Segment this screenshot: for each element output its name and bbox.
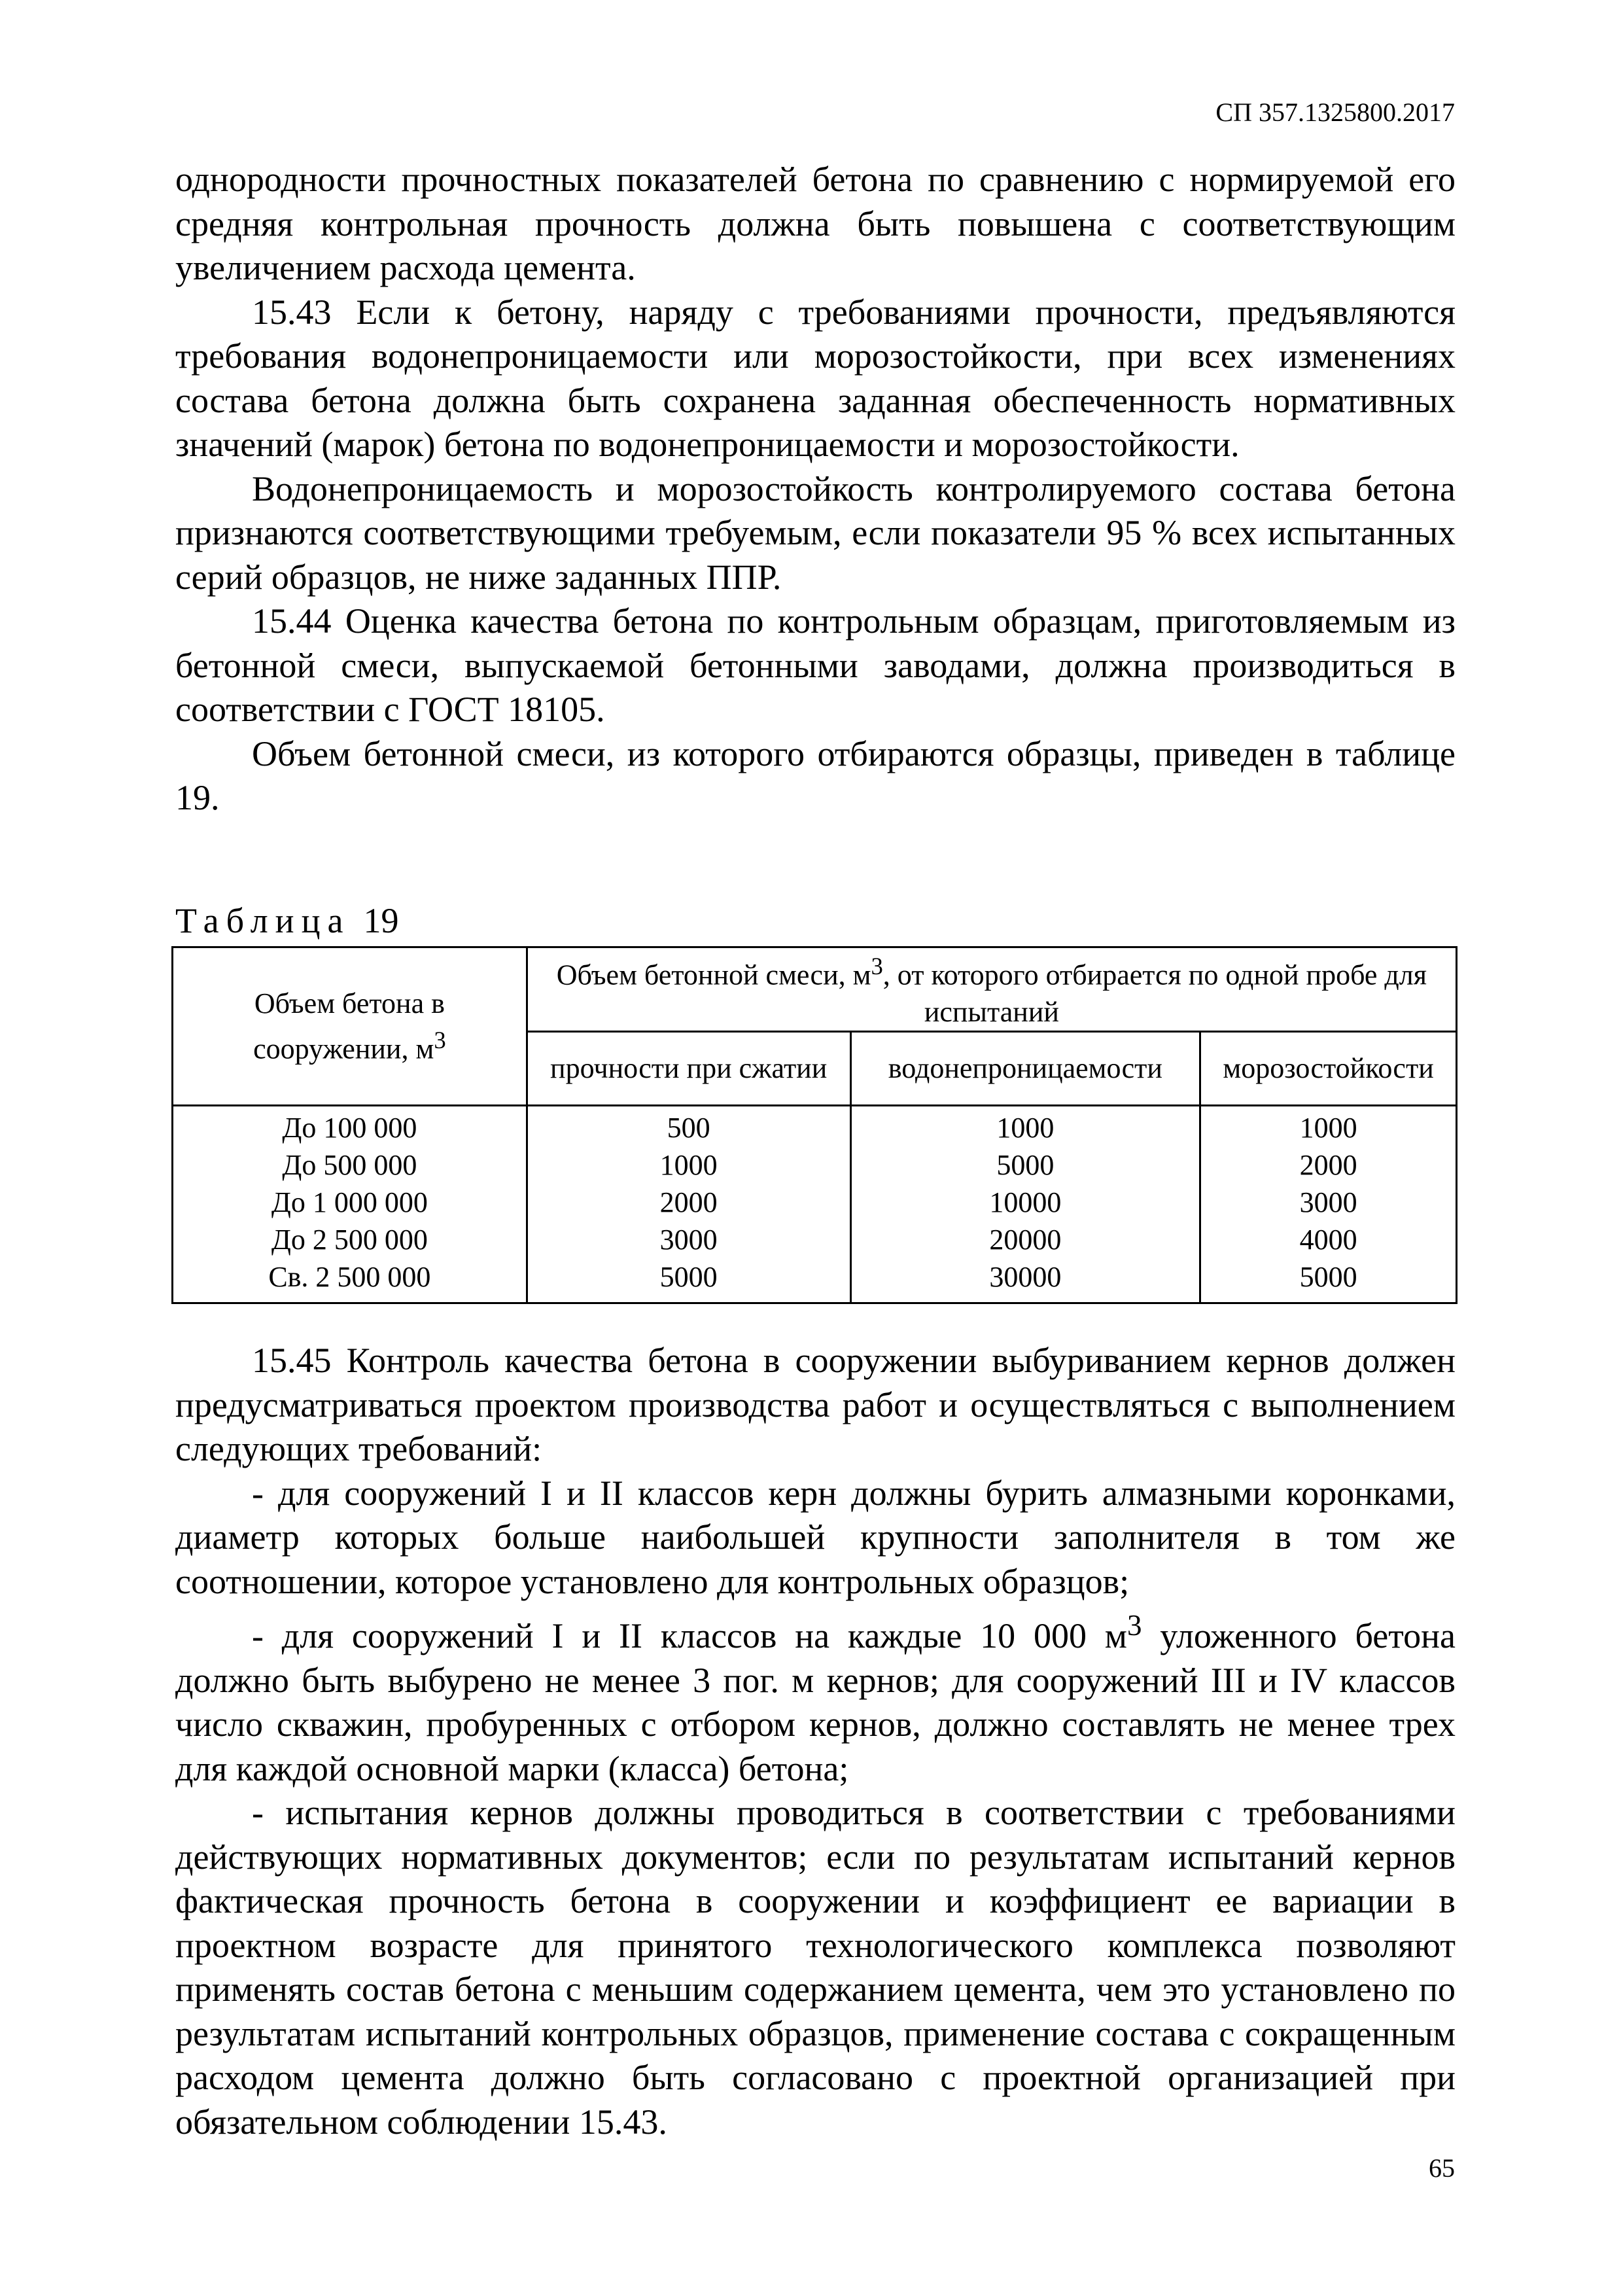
header-sample-volume-group: Объем бетонной смеси, $м^3$, от которого отбирается по одной пробе для испытаний	[527, 947, 1456, 1032]
table-cell-frost: 1000 2000 3000 4000 5000	[1200, 1105, 1457, 1303]
header-compressive-strength: прочности при сжатии	[527, 1031, 850, 1105]
header-frost-resistance: морозостойкости	[1200, 1031, 1457, 1105]
table-cell-water: 1000 5000 10000 20000 30000	[850, 1105, 1200, 1303]
table-caption	[175, 899, 398, 942]
list-item: - для сооружений I и II классов керн должны бурить алмазными коронками, диаметр которых больше наибольшей крупности заполнителя в том же соотношении, которое установлено для контрольных образцов;	[175, 1473, 1456, 1601]
table-caption-number: 19	[363, 901, 399, 940]
list-item: - испытания кернов должны проводиться в соответствии с требованиями действующих нормативных документов; если по результатам испытаний кернов фактическая прочность бетона в сооружении и коэффициент ее вариации в проектном возрасте для принятого технологического комплекса позволяют применять состав бетона с меньшим содержанием цемента, чем это установлено по результатам испытаний контрольных образцов, применение состава с сокращенным расходом цемента должно быть согласовано с проектной организацией при обязательном соблюдении 15.43.	[175, 1793, 1456, 2142]
page-number: 65	[1429, 2153, 1455, 2183]
table-cell-compressive: 500 1000 2000 3000 5000	[527, 1105, 850, 1303]
paragraph-volume-ref: Объем бетонной смеси, из которого отбираются образцы, приведен в таблице 19.	[175, 733, 1456, 817]
table-row	[173, 1105, 1457, 1303]
header-structure-volume: Объем бетона в сооружении, $м^3$	[173, 947, 527, 1106]
table-caption-word: Таблица	[175, 901, 351, 940]
paragraph-continuation: однородности прочностных показателей бетона по сравнению с нормируемой его средняя контрольная прочность должна быть повышена с соответствующим увеличением расхода цемента.	[175, 160, 1456, 287]
paragraph-15-43: 15.43 Если к бетону, наряду с требованиями прочности, предъявляются требования водонепроницаемости или морозостойкости, при всех изменениях состава бетона должна быть сохранена заданная обеспеченность нормативных значений (марок) бетона по водонепроницаемости и морозостойкости.	[175, 292, 1456, 464]
paragraph-15-44: 15.44 Оценка качества бетона по контрольным образцам, приготовляемым из бетонной смеси, выпускаемой бетонными заводами, должна производиться в соответствии с ГОСТ 18105.	[175, 601, 1456, 729]
header-water-resistance: водонепроницаемости	[850, 1031, 1200, 1105]
paragraph-15-45: 15.45 Контроль качества бетона в сооружении выбуриванием кернов должен предусматриваться проектом производства работ и осуществляться с выполнением следующих требований:	[175, 1341, 1456, 1468]
document-code-header: СП 357.1325800.2017	[1215, 97, 1455, 127]
body-text-top	[175, 158, 1456, 821]
table-cell-structure-volume: До 100 000 До 500 000 До 1 000 000 До 2 500 000 Св. 2 500 000	[173, 1105, 527, 1303]
body-text-bottom	[175, 1339, 1456, 2144]
concrete-sampling-table	[171, 946, 1457, 1304]
list-item: - для сооружений I и II классов на каждые 10 000 $м^3$ уложенного бетона должно быть выбурено не менее 3 пог. м кернов; для сооружений III и IV классов число скважин, пробуренных с отбором кернов, должно составлять не менее трех для каждой основной марки (класса) бетона;	[175, 1609, 1456, 1788]
paragraph-water-frost: Водонепроницаемость и морозостойкость контролируемого состава бетона признаются соответствующими требуемым, если показатели 95 % всех испытанных серий образцов, не ниже заданных ППР.	[175, 468, 1456, 597]
